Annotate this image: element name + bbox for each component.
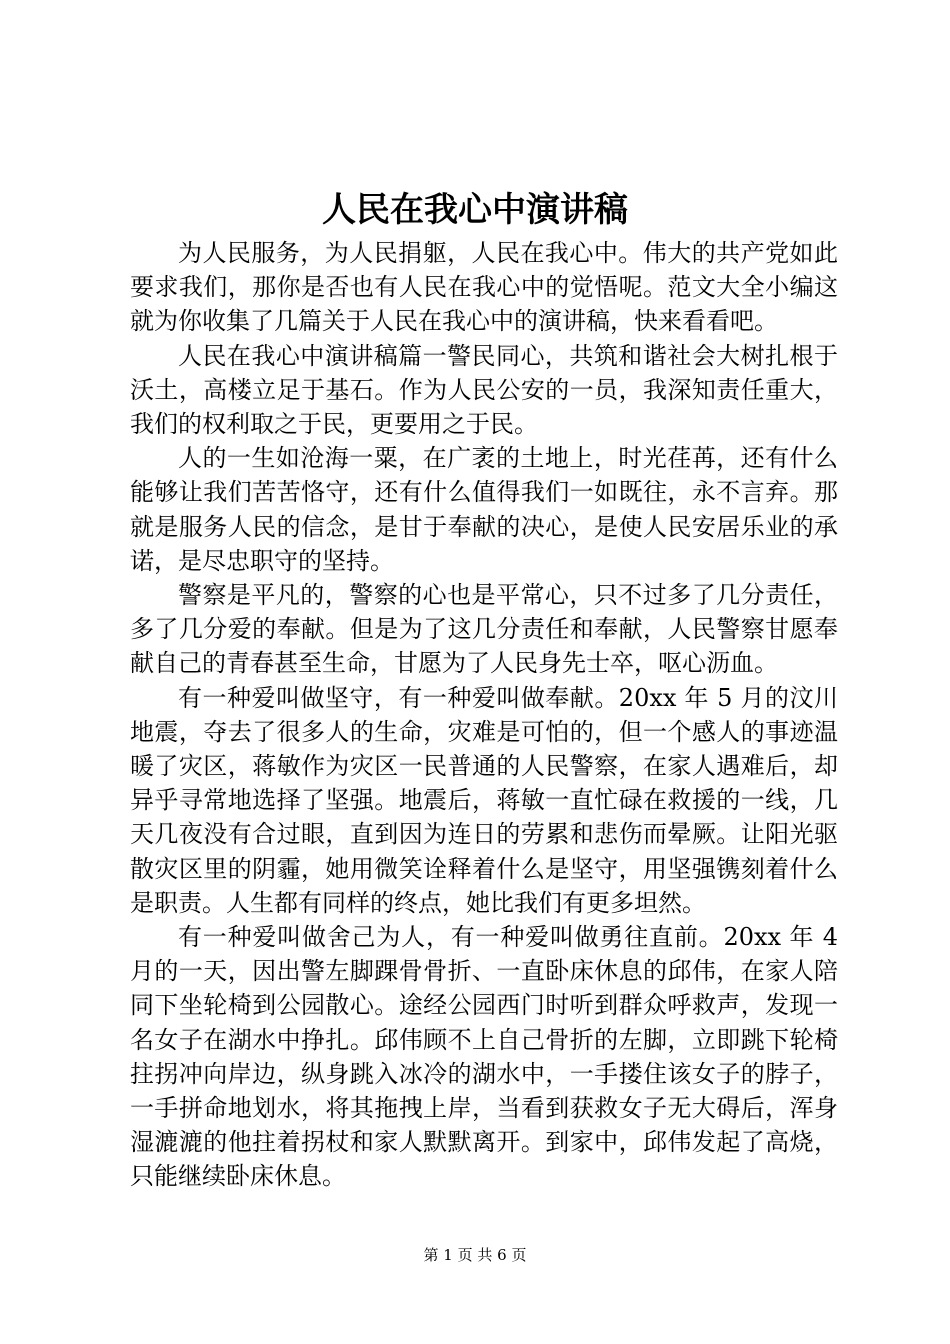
paragraph-speech-one-opening: 人民在我心中演讲稿篇一警民同心，共筑和谐社会大树扎根于沃土，高楼立足于基石。作为人民公安的一员，我深知责任重大，我们的权利取之于民，更要用之于民。 (130, 341, 838, 439)
paragraph-intro: 为人民服务，为人民捐躯，人民在我心中。伟大的共产党如此要求我们，那你是否也有人民在我心中的觉悟呢。范文大全小编这就为你收集了几篇关于人民在我心中的演讲稿，快来看看吧。 (130, 239, 838, 336)
document-title: 人民在我心中演讲稿 (322, 190, 628, 230)
paragraph-police-ordinary: 警察是平凡的，警察的心也是平常心，只不过多了几分责任，多了几分爱的奉献。但是为了这几分责任和奉献，人民警察甘愿奉献自己的青春甚至生命，甘愿为了人民身先士卒，呕心沥血。 (130, 581, 838, 678)
paragraph-life-belief: 人的一生如沧海一粟，在广袤的土地上，时光荏苒，还有什么能够让我们苦苦恪守，还有什么值得我们一如既往，永不言弃。那就是服务人民的信念，是甘于奉献的决心，是使人民安居乐业的承诺，是尽忠职守的坚持。 (130, 444, 838, 575)
document-body (130, 236, 838, 1194)
paragraph-earthquake-story: 有一种爱叫做坚守，有一种爱叫做奉献。20xx 年 5 月的汶川地震，夺去了很多人的生命，灾难是可怕的，但一个感人的事迹温暖了灾区，蒋敏作为灾区一民普通的人民警察，在家人遇难后，却异乎寻常地选择了坚强。地震后，蒋敏一直忙碌在救援的一线，几天几夜没有合过眼，直到因为连日的劳累和悲伤而晕厥。让阳光驱散灾区里的阴霾，她用微笑诠释着什么是坚守，用坚强镌刻着什么是职责。人生都有同样的终点，她比我们有更多坦然。 (130, 683, 838, 917)
paragraph-rescue-story: 有一种爱叫做舍己为人，有一种爱叫做勇往直前。20xx 年 4 月的一天，因出警左脚踝骨骨折、一直卧床休息的邱伟，在家人陪同下坐轮椅到公园散心。途经公园西门时听到群众呼救声，发现一名女子在湖水中挣扎。邱伟顾不上自己骨折的左脚，立即跳下轮椅拄拐冲向岸边，纵身跳入冰冷的湖水中，一手搂住该女子的脖子，一手拼命地划水，将其拖拽上岸，当看到获救女子无大碍后，浑身湿漉漉的他拄着拐杖和家人默默离开。到家中，邱伟发起了高烧，只能继续卧床休息。 (130, 923, 838, 1191)
page-number-footer: 第 1 页 共 6 页 (423, 1246, 527, 1264)
